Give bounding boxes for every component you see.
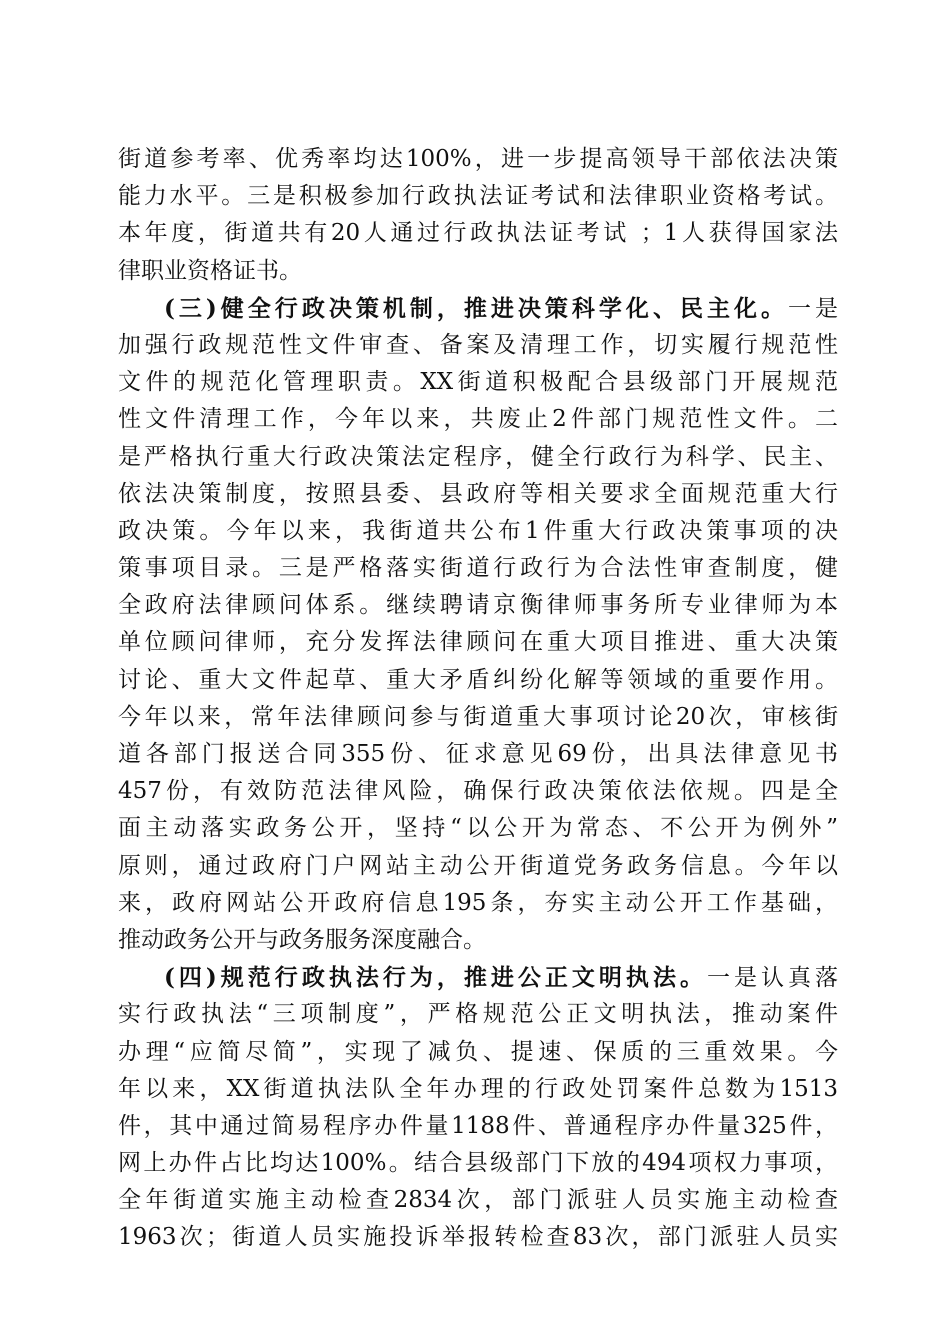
text-line: 策事项目录。三是严格落实街道行政行为合法性审查制度，健 (118, 555, 838, 582)
text-line: 年以来，XX街道执法队全年办理的行政处罚案件总数为1513 (118, 1075, 838, 1102)
text-line: 加强行政规范性文件审查、备案及清理工作，切实履行规范性 (118, 331, 838, 358)
section-heading-4: (四)规范行政执法行为，推进公正文明执法。 (164, 964, 707, 992)
text-line: 网上办件占比均达100%。结合县级部门下放的494项权力事项， (118, 1150, 838, 1177)
text-line: 推动政务公开与政务服务深度融合。 (118, 926, 486, 953)
text-line: 能力水平。三是积极参加行政执法证考试和法律职业资格考试。 (118, 183, 838, 210)
text-line: 单位顾问律师，充分发挥法律顾问在重大项目推进、重大决策 (118, 629, 838, 656)
text-line: 今年以来，常年法律顾问参与街道重大事项讨论20次，审核街 (118, 703, 838, 730)
text-span: 一是 (788, 295, 839, 322)
text-line: 件，其中通过简易程序办件量1188件、普通程序办件量325件， (118, 1112, 838, 1139)
paragraph-first-line (118, 290, 838, 327)
text-line: 来，政府网站公开政府信息195条，夯实主动公开工作基础， (118, 889, 838, 916)
paragraph-1 (118, 141, 838, 290)
document-body (118, 141, 838, 1257)
text-line: 实行政执法“三项制度”，严格规范公正文明执法，推动案件 (118, 1001, 838, 1028)
text-line: 讨论、重大文件起草、重大矛盾纠纷化解等领域的重要作用。 (118, 666, 838, 693)
text-line: 政决策。今年以来，我街道共公布1件重大行政决策事项的决 (118, 517, 838, 544)
text-line: 道各部门报送合同355份、征求意见69份，出具法律意见书 (118, 741, 838, 767)
text-line: 律职业资格证书。 (118, 257, 302, 284)
text-line: 本年度，街道共有20人通过行政执法证考试 ；1人获得国家法 (118, 220, 838, 247)
text-line: 面主动落实政务公开，坚持“以公开为常态、不公开为例外” (118, 815, 838, 842)
section-heading-3: (三)健全行政决策机制，推进决策科学化、民主化。 (164, 294, 788, 322)
paragraph-first-line (118, 959, 838, 996)
text-line: 街道参考率、优秀率均达100%，进一步提高领导干部依法决策 (118, 146, 838, 172)
text-line: 457份，有效防范法律风险，确保行政决策依法依规。四是全 (118, 778, 838, 805)
paragraph-2 (118, 290, 838, 959)
text-line: 是严格执行重大行政决策法定程序，健全行政行为科学、民主、 (118, 443, 838, 470)
text-span: 一是认真落 (706, 965, 839, 992)
text-line: 全政府法律顾问体系。继续聘请京衡律师事务所专业律师为本 (118, 592, 838, 619)
text-line: 性文件清理工作，今年以来，共废止2件部门规范性文件。二 (118, 406, 838, 433)
text-line: 办理“应简尽简”，实现了减负、提速、保质的三重效果。今 (118, 1038, 838, 1065)
text-line: 全年街道实施主动检查2834次，部门派驻人员实施主动检查 (118, 1187, 838, 1214)
paragraph-3 (118, 959, 838, 1257)
text-line: 原则，通过政府门户网站主动公开街道党务政务信息。今年以 (118, 852, 838, 879)
text-line: 依法决策制度，按照县委、县政府等相关要求全面规范重大行 (118, 480, 838, 507)
text-line: 文件的规范化管理职责。XX街道积极配合县级部门开展规范 (118, 369, 838, 396)
text-line: 1963次；街道人员实施投诉举报转检查83次，部门派驻人员实 (118, 1224, 838, 1251)
